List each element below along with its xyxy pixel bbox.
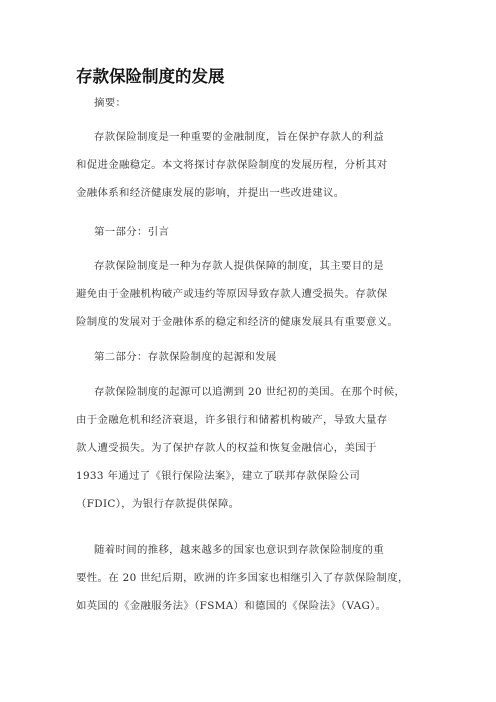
part2-heading: 第二部分：存款保险制度的起源和发展 xyxy=(94,351,277,363)
part1-line-1: 存款保险制度是一种为存款人提供保障的制度，其主要目的是 xyxy=(94,260,384,272)
abstract-heading: 摘要： xyxy=(94,97,127,109)
abstract-line-3: 金融体系和经济健康发展的影响，并提出一些改进建议。 xyxy=(76,187,345,199)
abstract-line-1: 存款保险制度是一种重要的金融制度，旨在保护存款人的利益 xyxy=(94,131,384,143)
part1-line-2: 避免由于金融机构破产或违约等原因导致存款人遭受损失。存款保 xyxy=(76,288,388,300)
part2-para2-line-2: 要性。在 20 世纪后期，欧洲的许多国家也相继引入了存款保险制度， xyxy=(76,572,409,584)
part1-heading: 第一部分：引言 xyxy=(94,226,170,238)
part2-para2-line-3: 如英国的《金融服务法》（FSMA）和德国的《保险法》（VAG）。 xyxy=(76,600,387,612)
part2-para1-line-4: 1933 年通过了《银行保险法案》，建立了联邦存款保险公司 xyxy=(76,470,361,482)
part2-para1-line-5: （FDIC），为银行存款提供保障。 xyxy=(76,498,240,510)
part2-para1-line-3: 款人遭受损失。为了保护存款人的权益和恢复金融信心，美国于 xyxy=(76,442,377,454)
part2-para1-line-2: 由于金融危机和经济衰退，许多银行和储蓄机构破产，导致大量存 xyxy=(76,414,388,426)
abstract-line-2: 和促进金融稳定。本文将探讨存款保险制度的发展历程，分析其对 xyxy=(76,159,388,171)
document-title: 存款保险制度的发展 xyxy=(76,67,225,86)
part2-para1-line-1: 存款保险制度的起源可以追溯到 20 世纪初的美国。在那个时候， xyxy=(94,386,406,398)
part1-line-3: 险制度的发展对于金融体系的稳定和经济的健康发展具有重要意义。 xyxy=(76,316,399,328)
part2-para2-line-1: 随着时间的推移，越来越多的国家也意识到存款保险制度的重 xyxy=(94,544,384,556)
